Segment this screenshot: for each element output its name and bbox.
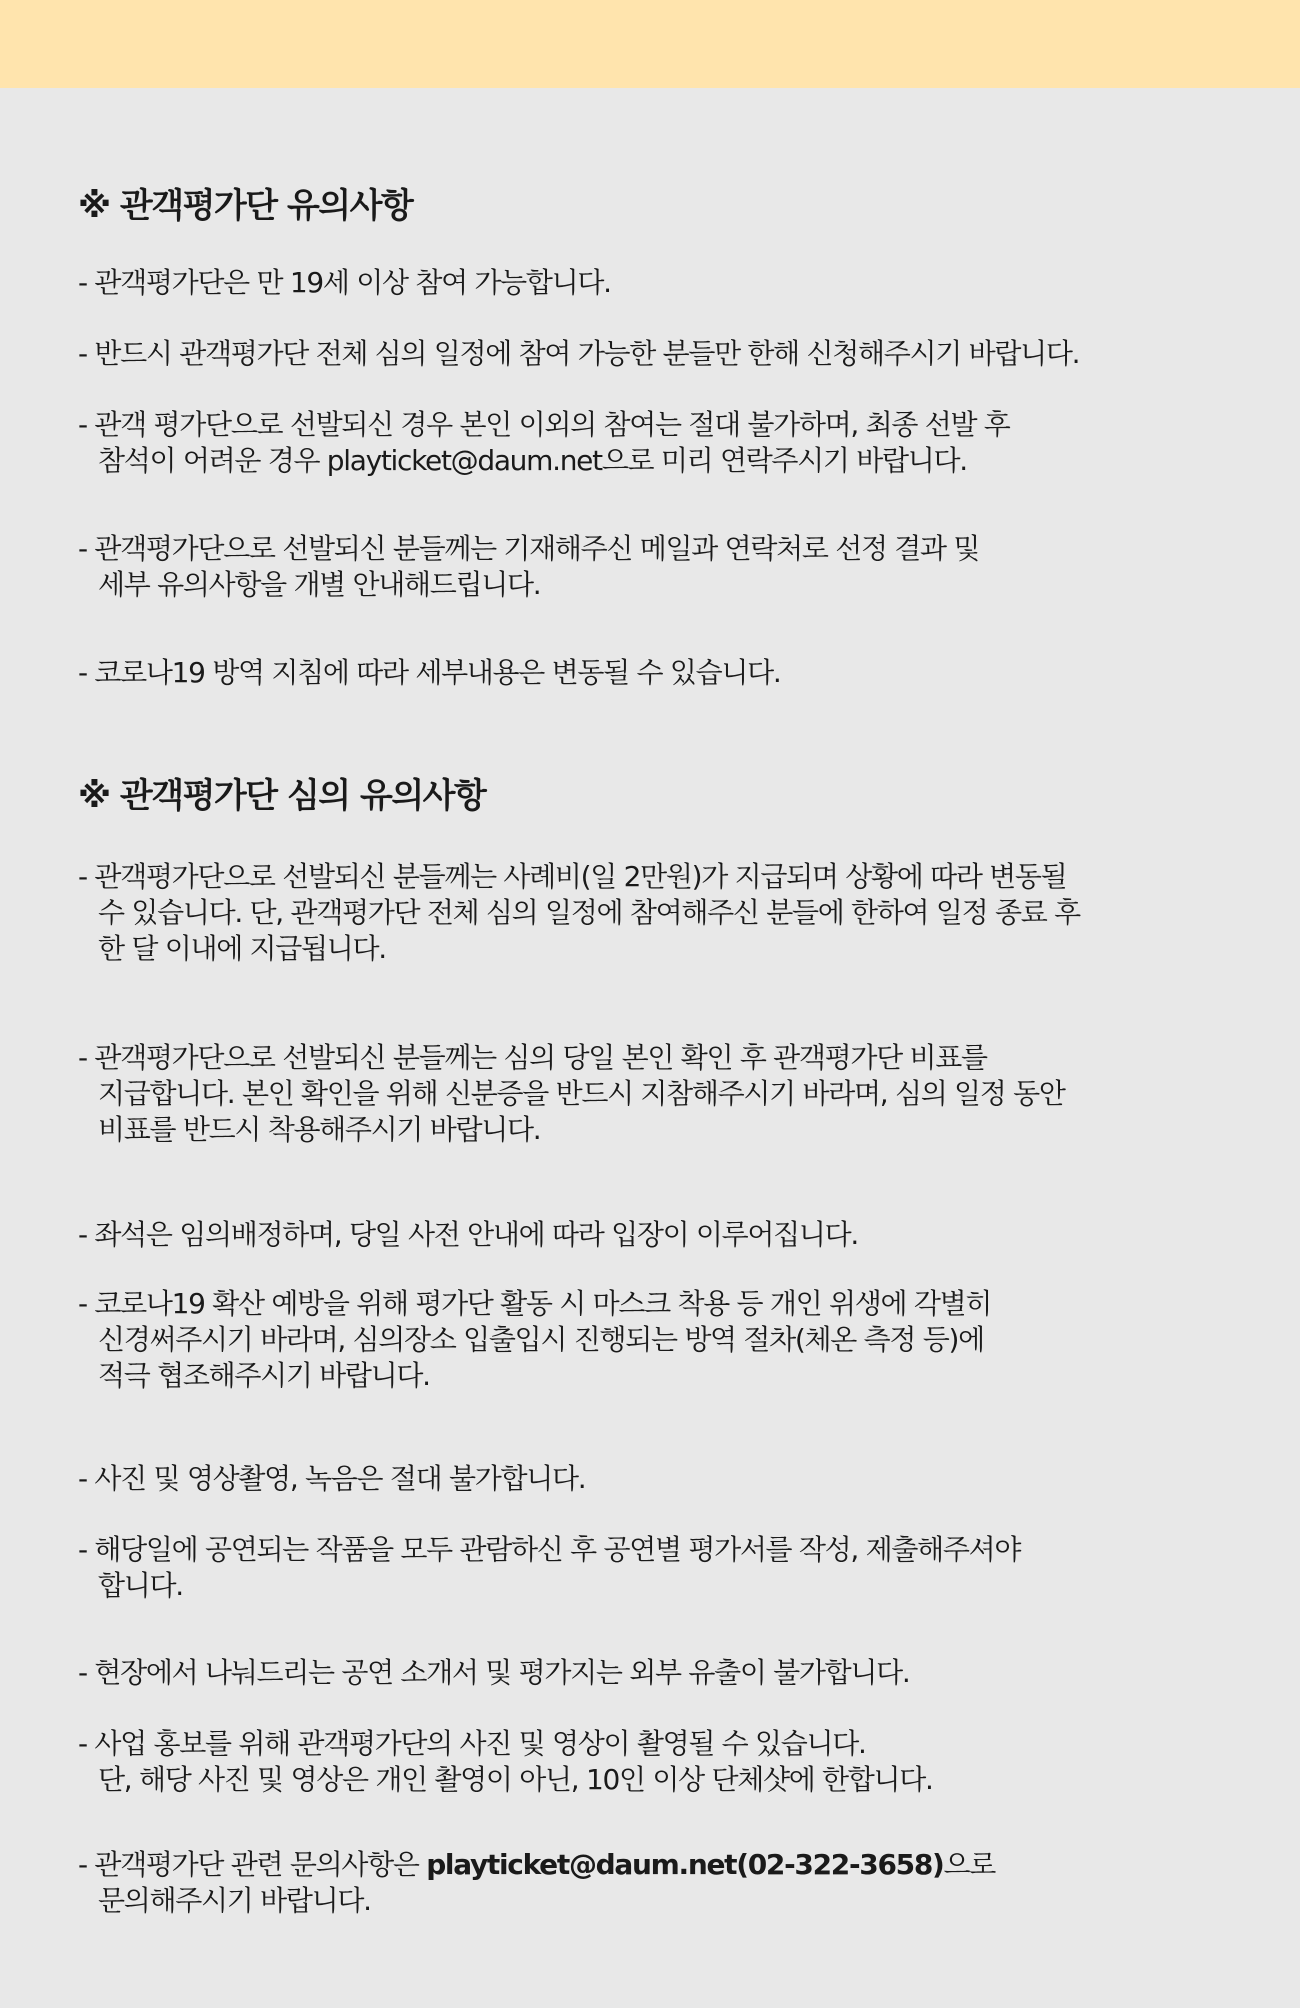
item-text: - 관객평가단은 만 19세 이상 참여 가능합니다. <box>78 266 611 299</box>
list-item-contact <box>78 1847 995 1919</box>
list-item <box>78 1461 585 1497</box>
list-item <box>78 1726 933 1798</box>
list-item <box>78 1532 1020 1604</box>
item-text: - 관객평가단으로 선발되신 분들께는 사례비(일 2만원)가 지급되며 상황에 따라 변동될 <box>78 860 1067 893</box>
section-title-review: ※ 관객평가단 심의 유의사항 <box>78 776 486 816</box>
item-text: - 사업 홍보를 위해 관객평가단의 사진 및 영상이 촬영될 수 있습니다. <box>78 1727 866 1760</box>
top-banner-band <box>0 0 1300 88</box>
item-text: - 현장에서 나눠드리는 공연 소개서 및 평가지는 외부 유출이 불가합니다. <box>78 1656 910 1689</box>
contact-prefix: - 관객평가단 관련 문의사항은 <box>78 1848 427 1881</box>
list-item <box>78 1217 858 1253</box>
item-text-continued: 문의해주시기 바랍니다. <box>98 1884 371 1917</box>
item-text: - 관객평가단으로 선발되신 분들께는 심의 당일 본인 확인 후 관객평가단 비표를 <box>78 1041 987 1074</box>
item-text-continued: 참석이 어려운 경우 playticket@daum.net으로 미리 연락주시기 바랍니다. <box>98 444 967 477</box>
item-text: - 관객평가단으로 선발되신 분들께는 기재해주신 메일과 연락처로 선정 결과 및 <box>78 532 980 565</box>
list-item <box>78 265 611 301</box>
item-text-continued: 합니다. <box>98 1569 183 1602</box>
list-item <box>78 1040 1065 1148</box>
list-item <box>78 1655 910 1691</box>
list-item <box>78 336 1079 372</box>
item-text-continued: 적극 협조해주시기 바랍니다. <box>98 1359 430 1392</box>
item-text: - 반드시 관객평가단 전체 심의 일정에 참여 가능한 분들만 한해 신청해주시기 바랍니다. <box>78 337 1080 370</box>
item-text-continued: 신경써주시기 바라며, 심의장소 입출입시 진행되는 방역 절차(체온 측정 등)에 <box>98 1323 984 1356</box>
contact-suffix: 으로 <box>943 1848 996 1881</box>
item-text-continued: 수 있습니다. 단, 관객평가단 전체 심의 일정에 참여해주신 분들에 한하여 일정 종료 후 <box>98 896 1080 929</box>
item-text: - 코로나19 방역 지침에 따라 세부내용은 변동될 수 있습니다. <box>78 656 781 689</box>
list-item <box>78 1286 991 1394</box>
item-text-continued: 지급합니다. 본인 확인을 위해 신분증을 반드시 지참해주시기 바라며, 심의 일정 동안 <box>98 1077 1065 1110</box>
item-text-continued: 세부 유의사항을 개별 안내해드립니다. <box>98 568 541 601</box>
item-text-continued: 한 달 이내에 지급됩니다. <box>98 932 386 965</box>
item-text <box>78 1847 995 1883</box>
list-item <box>78 655 780 691</box>
item-text-continued: 비표를 반드시 착용해주시기 바랍니다. <box>98 1113 541 1146</box>
item-text: - 관객 평가단으로 선발되신 경우 본인 이외의 참여는 절대 불가하며, 최종 선발 후 <box>78 408 1010 441</box>
item-text: - 해당일에 공연되는 작품을 모두 관람하신 후 공연별 평가서를 작성, 제출해주셔야 <box>78 1533 1021 1566</box>
list-item <box>78 859 1080 967</box>
section-title-general: ※ 관객평가단 유의사항 <box>78 186 413 226</box>
item-text: - 코로나19 확산 예방을 위해 평가단 활동 시 마스크 착용 등 개인 위생에 각별히 <box>78 1287 992 1320</box>
item-text: - 좌석은 임의배정하며, 당일 사전 안내에 따라 입장이 이루어집니다. <box>78 1218 859 1251</box>
contact-email-phone: playticket@daum.net(02-322-3658) <box>426 1848 944 1881</box>
list-item <box>78 531 979 603</box>
item-text: - 사진 및 영상촬영, 녹음은 절대 불가합니다. <box>78 1462 586 1495</box>
item-text-continued: 단, 해당 사진 및 영상은 개인 촬영이 아닌, 10인 이상 단체샷에 한합니다. <box>98 1763 933 1796</box>
list-item <box>78 407 1010 479</box>
